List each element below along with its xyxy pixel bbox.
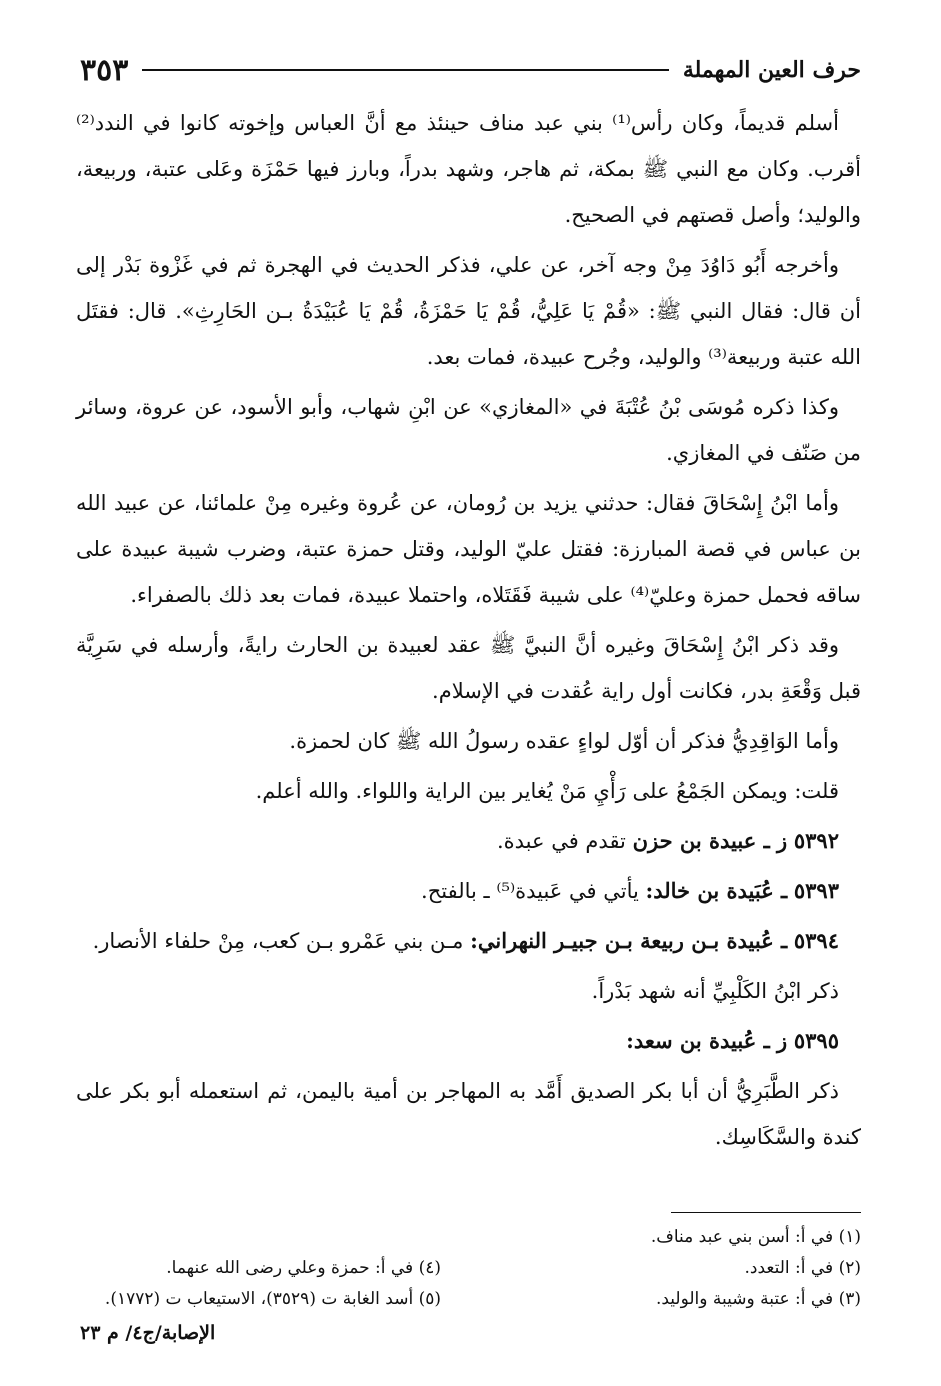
signature-mark: الإصابة/ج٤/ م ٢٣: [80, 1322, 216, 1344]
entry-5392: [76, 818, 861, 864]
entry-5394: [76, 918, 861, 964]
paragraph: وأخرجه أَبُو دَاوُدَ مِنْ وجه آخر، عن علي، فذكر الحديث في الهجرة ثم في غَزْوة بَدْر إلى أن قال: فقال النبي ﷺ: «قُمْ يَا عَلِيُّ، قُمْ يَا حَمْزَةُ، قُمْ يَا عُبَيْدَةُ بـن الحَارِثِ». قال: فقتَل الله عتبة وربيعة⁽³⁾ والوليد، وجُرح عبيدة، فمات بعد.: [76, 253, 861, 369]
paragraph: وكذا ذكره مُوسَى بْنُ عُتْبَةَ في «المغازي» عن ابْنِ شهاب، وأبو الأسود، عن عروة، وسائر من صَنّف في المغازي.: [76, 395, 861, 465]
entry-number: ٥٣٩٥: [793, 1028, 839, 1053]
entry-text: يأتي في عَبيدة⁽⁵⁾ ـ بالفتح.: [421, 879, 646, 903]
entry-text: مـن بني عَمْرو بـن كعب، مِنْ حلفاء الأنصار.: [92, 929, 471, 953]
entry-name: ز ـ عُبيدة بن سعد:: [626, 1028, 788, 1053]
body-text: [76, 100, 861, 1164]
header-rule: [142, 69, 669, 71]
entry-number: ٥٣٩٤: [793, 928, 839, 953]
paragraph: أسلم قديماً، وكان رأس⁽¹⁾ بني عبد مناف حينئذ مع أنَّ العباس وإخوته كانوا في الندد⁽²⁾ أقرب. وكان مع النبي ﷺ بمكة، ثم هاجر، وشهد بدراً، وبارز فيها حَمْزَة وعَلى عتبة، وربيعة، والوليد؛ وأصل قصتهم في الصحيح.: [76, 111, 861, 227]
entry-5395: [76, 1018, 861, 1064]
footnote-1: (١) في أ: أسن بني عبد مناف.: [650, 1227, 861, 1247]
footnote-5: (٥) أسد الغابة ت (٣٥٢٩)، الاستيعاب ت (١٧٧٢).: [104, 1289, 441, 1309]
footnote-4: (٤) في أ: حمزة وعلي رضى الله عنهما.: [166, 1258, 441, 1278]
entry-name: ـ عُبَيدة بن خالد:: [645, 878, 788, 903]
page-header: [80, 50, 861, 90]
page-number: ٣٥٣: [80, 52, 129, 88]
paragraph: وقد ذكر ابْنُ إِسْحَاقَ وغيره أنَّ النبيَّ ﷺ عقد لعبيدة بن الحارث رايةً، وأرسله في سَرِيَّة قبل وَقْعَةِ بدر، فكانت أول راية عُقدت في الإسلام.: [76, 633, 861, 703]
paragraph: وأما ابْنُ إِسْحَاقَ فقال: حدثني يزيد بن رُومان، عن عُروة وغيره مِنْ علمائنا، عن عبيد الله بن عباس في قصة المبارزة: فقتل عليّ الوليد، وقتل حمزة عتبة، وضرب شيبة عبيدة على ساقه فحمل حمزة وعليّ⁽⁴⁾ على شيبة فَقَتَلاه، واحتملا عبيدة، فمات بعد ذلك بالصفراء.: [76, 491, 861, 607]
chapter-title: حرف العين المهملة: [682, 57, 861, 83]
paragraph: قلت: ويمكن الجَمْعُ على رَأْيِ مَنْ يُغاير بين الراية واللواء. والله أعلم.: [255, 779, 839, 803]
footnote-2: (٢) في أ: التعدد.: [744, 1258, 861, 1278]
paragraph: ذكر الطَّبَرِيُّ أن أبا بكر الصديق أَمَّد به المهاجر بن أمية باليمن، ثم استعمله أبو بكر على كندة والسَّكَاسِك.: [76, 1079, 861, 1149]
footnotes-column-left: [76, 1253, 441, 1315]
footnote-rule: [671, 1212, 861, 1213]
entry-name: ـ عُبيدة بـن ربيعة بـن جبيـر النهراني:: [470, 928, 788, 953]
entry-text: تقدم في عبدة.: [496, 829, 633, 853]
paragraph: ذكر ابْنُ الكَلْبِيِّ أنه شهد بَدْراً.: [591, 979, 839, 1003]
entry-5393: [76, 868, 861, 914]
entry-number: ٥٣٩٣: [793, 878, 839, 903]
entry-number: ٥٣٩٢: [793, 828, 839, 853]
footnote-3: (٣) في أ: عتبة وشيبة والوليد.: [655, 1289, 861, 1309]
entry-name: ز ـ عبيدة بن حزن: [632, 828, 788, 853]
footnotes-column-right: [461, 1222, 861, 1315]
paragraph: وأما الوَاقِدِيُّ فذكر أن أوّل لواءٍ عقده رسولُ الله ﷺ كان لحمزة.: [289, 729, 839, 753]
